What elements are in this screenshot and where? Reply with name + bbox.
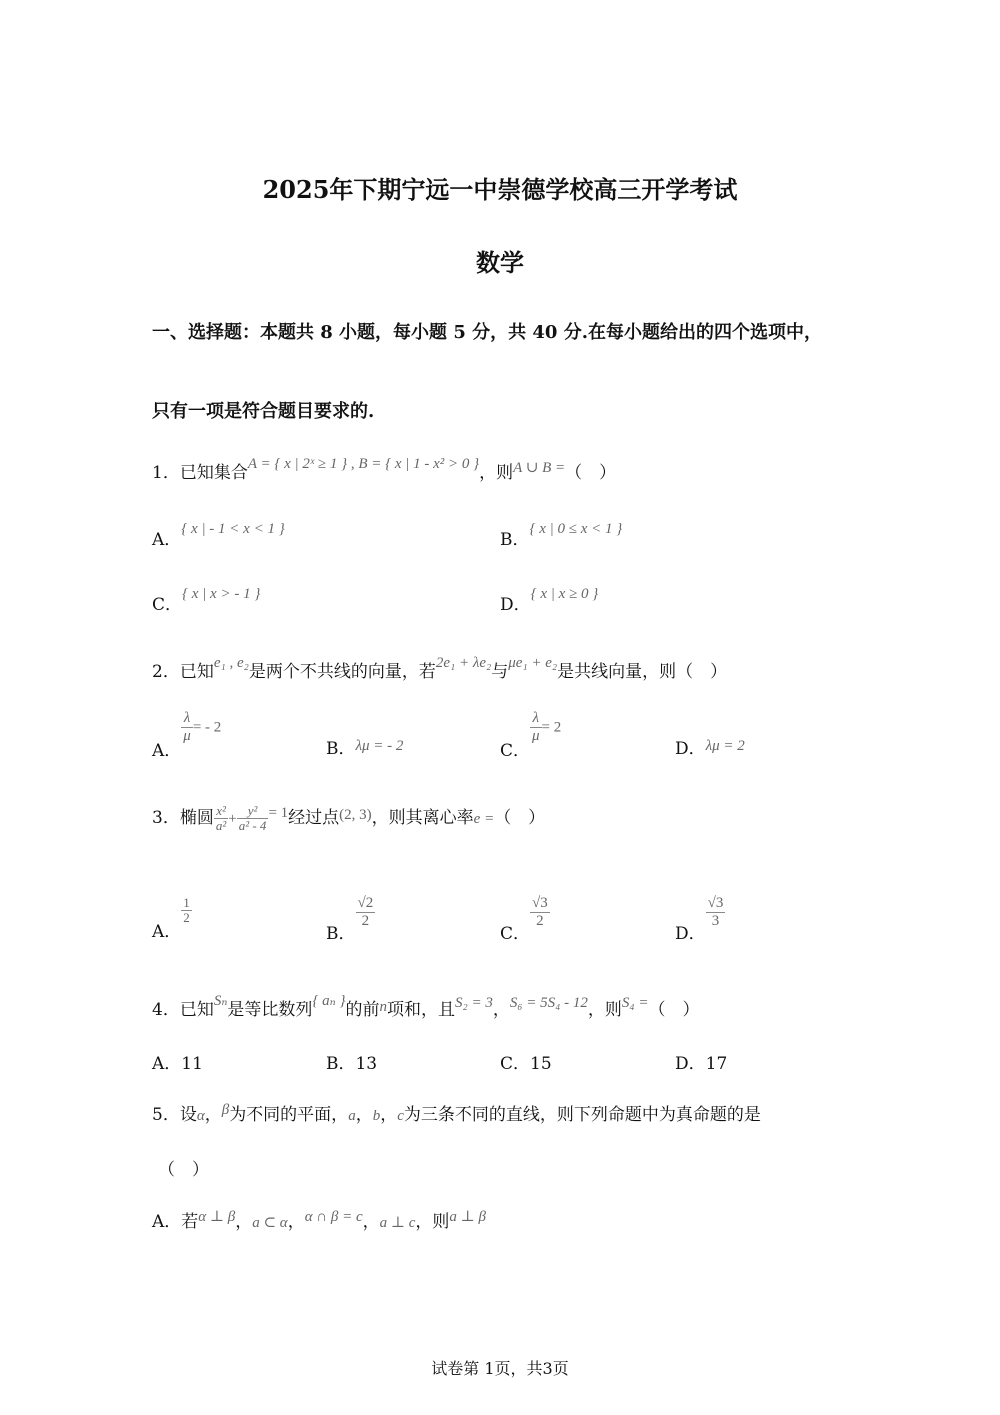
q5-option-a-m5: a ⊥ β (449, 1209, 486, 1225)
q3-fraction-x (214, 804, 228, 834)
q1-paren: （ ） (565, 463, 617, 483)
q3-option-d-fraction (706, 895, 726, 929)
q5-option-a-m2: a ⊂ α (252, 1215, 288, 1231)
q2-tail: 是共线向量，则（ ） (557, 662, 728, 682)
q5-line-a: a (348, 1108, 356, 1124)
question-3 (152, 803, 545, 833)
q3-option-c-fraction (530, 895, 550, 929)
q3-option-c-num: √3 (532, 895, 548, 911)
q2-text2: 与 (491, 662, 509, 682)
q4-n-symbol: n (379, 999, 387, 1015)
q3-prefix: 3．椭圆 (152, 808, 214, 828)
q4-option-a: A．11 (152, 1054, 203, 1074)
q3-option-d-num: √3 (707, 895, 724, 911)
q5-option-a-m3: α ∩ β = c (304, 1209, 363, 1225)
q1-option-d-math: { x | x ≥ 0 } (530, 586, 599, 602)
q4-comma: ， (492, 1000, 510, 1020)
q2-option-c (500, 710, 562, 761)
q5-text2: 为三条不同的直线，则下列命题中为真命题的是 (403, 1105, 761, 1125)
q2-option-b-math: λμ = - 2 (355, 738, 404, 754)
q2-option-c-label: C． (500, 740, 531, 761)
q4-option-d: D．17 (675, 1054, 728, 1074)
q2-option-d-label: D． (675, 739, 706, 759)
q3-eccentricity-symbol: e = (473, 811, 495, 827)
q5-line-c: c (397, 1108, 404, 1124)
q3-equals-one: = 1 (268, 805, 289, 821)
q1-option-c-math: { x | x > - 1 } (182, 586, 261, 602)
q2-vector-sum-2: μe₁ + e₂ (508, 655, 558, 671)
q4-s2-condition: S₂ = 3 (455, 995, 493, 1011)
q1-prefix: 1．已知集合 (152, 463, 248, 483)
q3-option-c-label: C． (500, 923, 531, 944)
q2-option-a-label: A． (152, 740, 182, 761)
q4-text4: ，则 (587, 1000, 622, 1020)
q3-option-b-fraction (356, 895, 376, 929)
q3-plus: + (228, 811, 237, 827)
q5-sep3: ， (380, 1105, 398, 1125)
q4-text3: 项和，且 (387, 1000, 455, 1020)
q1-option-d (500, 586, 599, 615)
q3-option-a-fraction (181, 896, 192, 926)
question-1 (152, 458, 616, 483)
q2-option-c-den: μ (532, 727, 540, 744)
q2-option-d (675, 734, 745, 759)
page-footer: 试卷第 1页，共3页 (431, 1359, 569, 1378)
q1-option-a-math: { x | - 1 < x < 1 } (181, 521, 285, 537)
q5-option-a (152, 1207, 486, 1232)
q1-option-d-label: D． (500, 595, 531, 615)
q2-prefix: 2．已知 (152, 662, 214, 682)
q3-option-b (326, 895, 375, 944)
q3-option-a-den: 2 (183, 910, 190, 925)
subject-title: 数学 (476, 248, 524, 277)
q3-option-c-den: 2 (536, 912, 544, 929)
q3-option-d-label: D． (675, 923, 706, 944)
q5-option-a-s1: ， (235, 1212, 253, 1232)
q2-option-c-num: λ (530, 710, 542, 728)
q5-sep2: ， (355, 1105, 373, 1125)
q2-option-a-den: μ (183, 727, 191, 744)
q3-fraction-y (237, 804, 269, 834)
q3-option-d (675, 895, 725, 944)
q3-option-c (500, 895, 550, 944)
q4-text2: 的前 (345, 1000, 380, 1020)
q2-option-c-rest: = 2 (541, 719, 562, 736)
q1-option-b-label: B． (500, 530, 530, 550)
q5-text1: 为不同的平面， (229, 1105, 349, 1125)
q1-option-c (152, 586, 261, 615)
q4-text1: 是等比数列 (227, 1000, 313, 1020)
q5-option-a-m1: α ⊥ β (198, 1209, 236, 1225)
q3-fraction-x-den: a² (215, 818, 227, 833)
q4-option-b: B．13 (326, 1054, 378, 1074)
section-heading-line2: 只有一项是符合题目要求的. (152, 401, 375, 422)
q3-text2: ，则其离心率 (371, 808, 474, 828)
q2-option-a-rest: = - 2 (192, 719, 222, 736)
q3-text1: 经过点 (288, 808, 340, 828)
q1-sets-formula: A = { x | 2ˣ ≥ 1 } , B = { x | 1 - x² > 0 } (247, 456, 480, 472)
q4-tail: （ ） (648, 1000, 700, 1020)
q5-sep1: ， (204, 1105, 222, 1125)
q2-option-c-fraction (530, 710, 542, 744)
q4-sequence-symbol: { aₙ } (312, 993, 346, 1009)
q3-option-b-label: B． (326, 923, 356, 944)
q5-prefix: 5．设 (152, 1105, 197, 1125)
question-4 (152, 995, 699, 1020)
q1-mid: ，则 (479, 463, 514, 483)
q2-option-d-math: λμ = 2 (705, 738, 745, 754)
q3-option-a (152, 894, 192, 942)
q5-paren: （ ） (158, 1160, 209, 1180)
q5-option-a-m4: a ⊥ c (379, 1215, 416, 1231)
q1-union-formula: A ∪ B = (513, 460, 566, 476)
q3-option-a-num: 1 (183, 894, 190, 910)
q5-option-a-s2: ， (287, 1212, 305, 1232)
q5-alpha: α (196, 1108, 205, 1124)
q1-option-a (152, 521, 285, 550)
q4-s6-condition: S₆ = 5S₄ - 12 (509, 995, 588, 1011)
q2-option-a-fraction (181, 710, 193, 744)
q1-option-a-label: A． (152, 530, 182, 550)
q5-option-a-label: A．若 (152, 1212, 199, 1232)
q2-vectors-formula: e₁ , e₂ (213, 655, 249, 671)
q5-option-a-s4: ，则 (415, 1212, 450, 1232)
q3-option-a-label: A． (152, 922, 182, 942)
section-heading-line1: 一、选择题：本题共 8 小题，每小题 5 分，共 40 分.在每小题给出的四个选项中， (152, 322, 822, 343)
q4-sn-symbol: Sₙ (213, 993, 228, 1009)
q2-option-b (326, 734, 403, 759)
question-2 (152, 657, 727, 682)
q4-s4-symbol: S₄ = (621, 995, 649, 1011)
q3-fraction-x-num: x² (214, 804, 228, 819)
exam-title: 2025年下期宁远一中崇德学校高三开学考试 (262, 175, 738, 204)
q2-vector-sum-1: 2e₁ + λe₂ (435, 655, 492, 671)
q2-option-a-num: λ (181, 710, 193, 728)
q2-option-a (152, 710, 222, 761)
q1-option-b (500, 521, 623, 550)
q3-option-b-den: 2 (361, 912, 370, 929)
q5-beta: β (221, 1102, 230, 1118)
q1-option-c-label: C． (152, 595, 183, 615)
q3-point: (2, 3) (339, 807, 372, 823)
q2-text1: 是两个不共线的向量，若 (248, 662, 436, 682)
q5-line-b: b (372, 1108, 381, 1124)
q4-option-c: C．15 (500, 1054, 552, 1074)
question-5 (152, 1100, 761, 1125)
q3-option-b-num: √2 (357, 895, 374, 911)
q5-option-a-s3: ， (362, 1212, 380, 1232)
q1-option-b-math: { x | 0 ≤ x < 1 } (529, 521, 623, 537)
q3-fraction-y-num: y² (237, 804, 269, 819)
q2-option-b-label: B． (326, 739, 356, 759)
q3-tail: （ ） (494, 808, 546, 828)
q3-fraction-y-den: a² - 4 (238, 818, 267, 833)
q3-option-d-den: 3 (711, 912, 720, 929)
q4-prefix: 4．已知 (152, 1000, 214, 1020)
